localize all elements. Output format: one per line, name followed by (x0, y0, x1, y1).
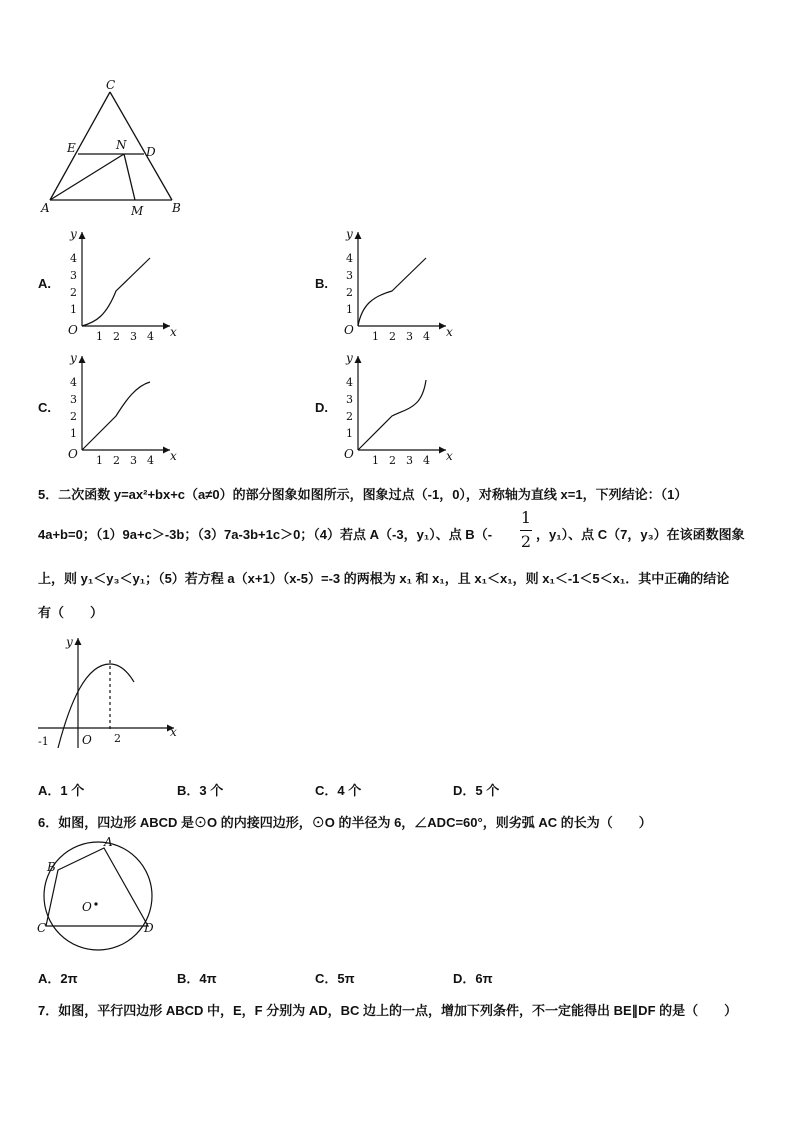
y-axis-label: y (66, 635, 73, 649)
graph-d (338, 350, 458, 468)
y-axis-label: y (346, 351, 353, 365)
label-M: M (131, 204, 144, 218)
x-tick-1: 1 (96, 454, 103, 467)
label-O: O (82, 900, 92, 914)
q5-line-4: 有（ ） (38, 605, 104, 620)
y-tick-1: 1 (346, 427, 353, 440)
y-tick-3: 3 (70, 269, 77, 282)
q5-line-1: 5．二次函数 y=ax²+bx+c（a≠0）的部分图象如图所示，图象过点（-1，0），对称轴为直线 x=1，下列结论：（1） (38, 487, 688, 502)
fraction-bar (520, 530, 532, 531)
q5-line-2b: ，y₁）、点 C（7，y₃）在该函数图象 (536, 527, 745, 542)
origin-label: O (68, 323, 78, 337)
x-axis-label: x (446, 449, 453, 463)
q6-choice-c[interactable]: C．5π (315, 971, 355, 986)
x-axis-label: x (170, 325, 177, 339)
x-tick-2: 2 (389, 454, 396, 467)
x-tick-4: 4 (423, 454, 430, 467)
x-tick-4: 4 (423, 330, 430, 343)
q5-choice-c[interactable]: C．4 个 (315, 783, 362, 798)
graph-c (62, 350, 182, 468)
x-tick-2: 2 (389, 330, 396, 343)
q5-choice-b[interactable]: B．3 个 (177, 783, 224, 798)
y-axis-label: y (70, 351, 77, 365)
y-tick-2: 2 (346, 286, 353, 299)
y-axis-label: y (70, 227, 77, 241)
x-tick-4: 4 (147, 454, 154, 467)
x-tick-minus-1: -1 (38, 735, 49, 748)
y-tick-2: 2 (70, 286, 77, 299)
y-tick-4: 4 (346, 252, 353, 265)
label-D: D (144, 921, 154, 935)
x-axis-label: x (170, 449, 177, 463)
label-N: N (116, 138, 127, 152)
graph-a (62, 226, 182, 344)
y-tick-3: 3 (346, 393, 353, 406)
q5-line-3: 上，则 y₁＜y₃＜y₁；（5）若方程 a（x+1）（x-5）=-3 的两根为 x₁ 和 x₁，且 x₁＜x₁，则 x₁＜-1＜5＜x₁．其中正确的结论 (38, 571, 730, 586)
option-d-label: D. (315, 400, 328, 415)
x-axis-label: x (170, 725, 177, 739)
circle-figure (34, 834, 158, 958)
x-tick-1: 1 (372, 454, 379, 467)
y-tick-4: 4 (70, 376, 77, 389)
label-C: C (37, 921, 47, 935)
y-tick-2: 2 (70, 410, 77, 423)
q6-choice-a[interactable]: A．2π (38, 971, 78, 986)
x-axis-label: x (446, 325, 453, 339)
label-B: B (47, 860, 56, 874)
y-tick-1: 1 (70, 427, 77, 440)
label-D: D (146, 145, 156, 159)
option-c-label: C. (38, 400, 51, 415)
x-tick-4: 4 (147, 330, 154, 343)
label-B: B (172, 201, 181, 215)
q5-line-2a: 4a+b=0；（1）9a+c＞-3b；（3）7a-3b+1c＞0；（4）若点 A（-3，y₁）、点 B（- (38, 527, 493, 542)
origin-label: O (344, 323, 354, 337)
origin-label: O (68, 447, 78, 461)
x-tick-2: 2 (113, 330, 120, 343)
fraction-denominator: 2 (520, 532, 532, 551)
q5-choice-a[interactable]: A．1 个 (38, 783, 85, 798)
q6-choice-b[interactable]: B．4π (177, 971, 217, 986)
y-tick-3: 3 (346, 269, 353, 282)
q5-choice-d[interactable]: D．5 个 (453, 783, 500, 798)
x-tick-1: 1 (372, 330, 379, 343)
x-tick-3: 3 (130, 454, 137, 467)
x-tick-1: 1 (96, 330, 103, 343)
x-tick-2: 2 (114, 732, 121, 745)
x-tick-3: 3 (130, 330, 137, 343)
label-A: A (41, 201, 50, 215)
graph-b (338, 226, 458, 344)
y-axis-label: y (346, 227, 353, 241)
q6-choice-d[interactable]: D．6π (453, 971, 493, 986)
fraction-numerator: 1 (520, 508, 532, 527)
option-b-label: B. (315, 276, 328, 291)
origin-label: O (82, 733, 92, 747)
q6-question-text: 6．如图，四边形 ABCD 是⊙O 的内接四边形，⊙O 的半径为 6，∠ADC=60°，则劣弧 AC 的长为（ ） (38, 815, 652, 830)
y-tick-4: 4 (346, 376, 353, 389)
parabola-figure (36, 632, 186, 752)
x-tick-3: 3 (406, 330, 413, 343)
x-tick-3: 3 (406, 454, 413, 467)
y-tick-4: 4 (70, 252, 77, 265)
y-tick-3: 3 (70, 393, 77, 406)
q7-question-text: 7．如图，平行四边形 ABCD 中，E，F 分别为 AD，BC 边上的一点，增加下列条件，不一定能得出 BE∥DF 的是（ ） (38, 1003, 738, 1018)
option-a-label: A. (38, 276, 51, 291)
origin-label: O (344, 447, 354, 461)
y-tick-1: 1 (70, 303, 77, 316)
label-E: E (67, 141, 76, 155)
label-C: C (106, 78, 116, 92)
y-tick-2: 2 (346, 410, 353, 423)
triangle-figure (38, 78, 198, 220)
x-tick-2: 2 (113, 454, 120, 467)
y-tick-1: 1 (346, 303, 353, 316)
label-A: A (104, 835, 113, 849)
